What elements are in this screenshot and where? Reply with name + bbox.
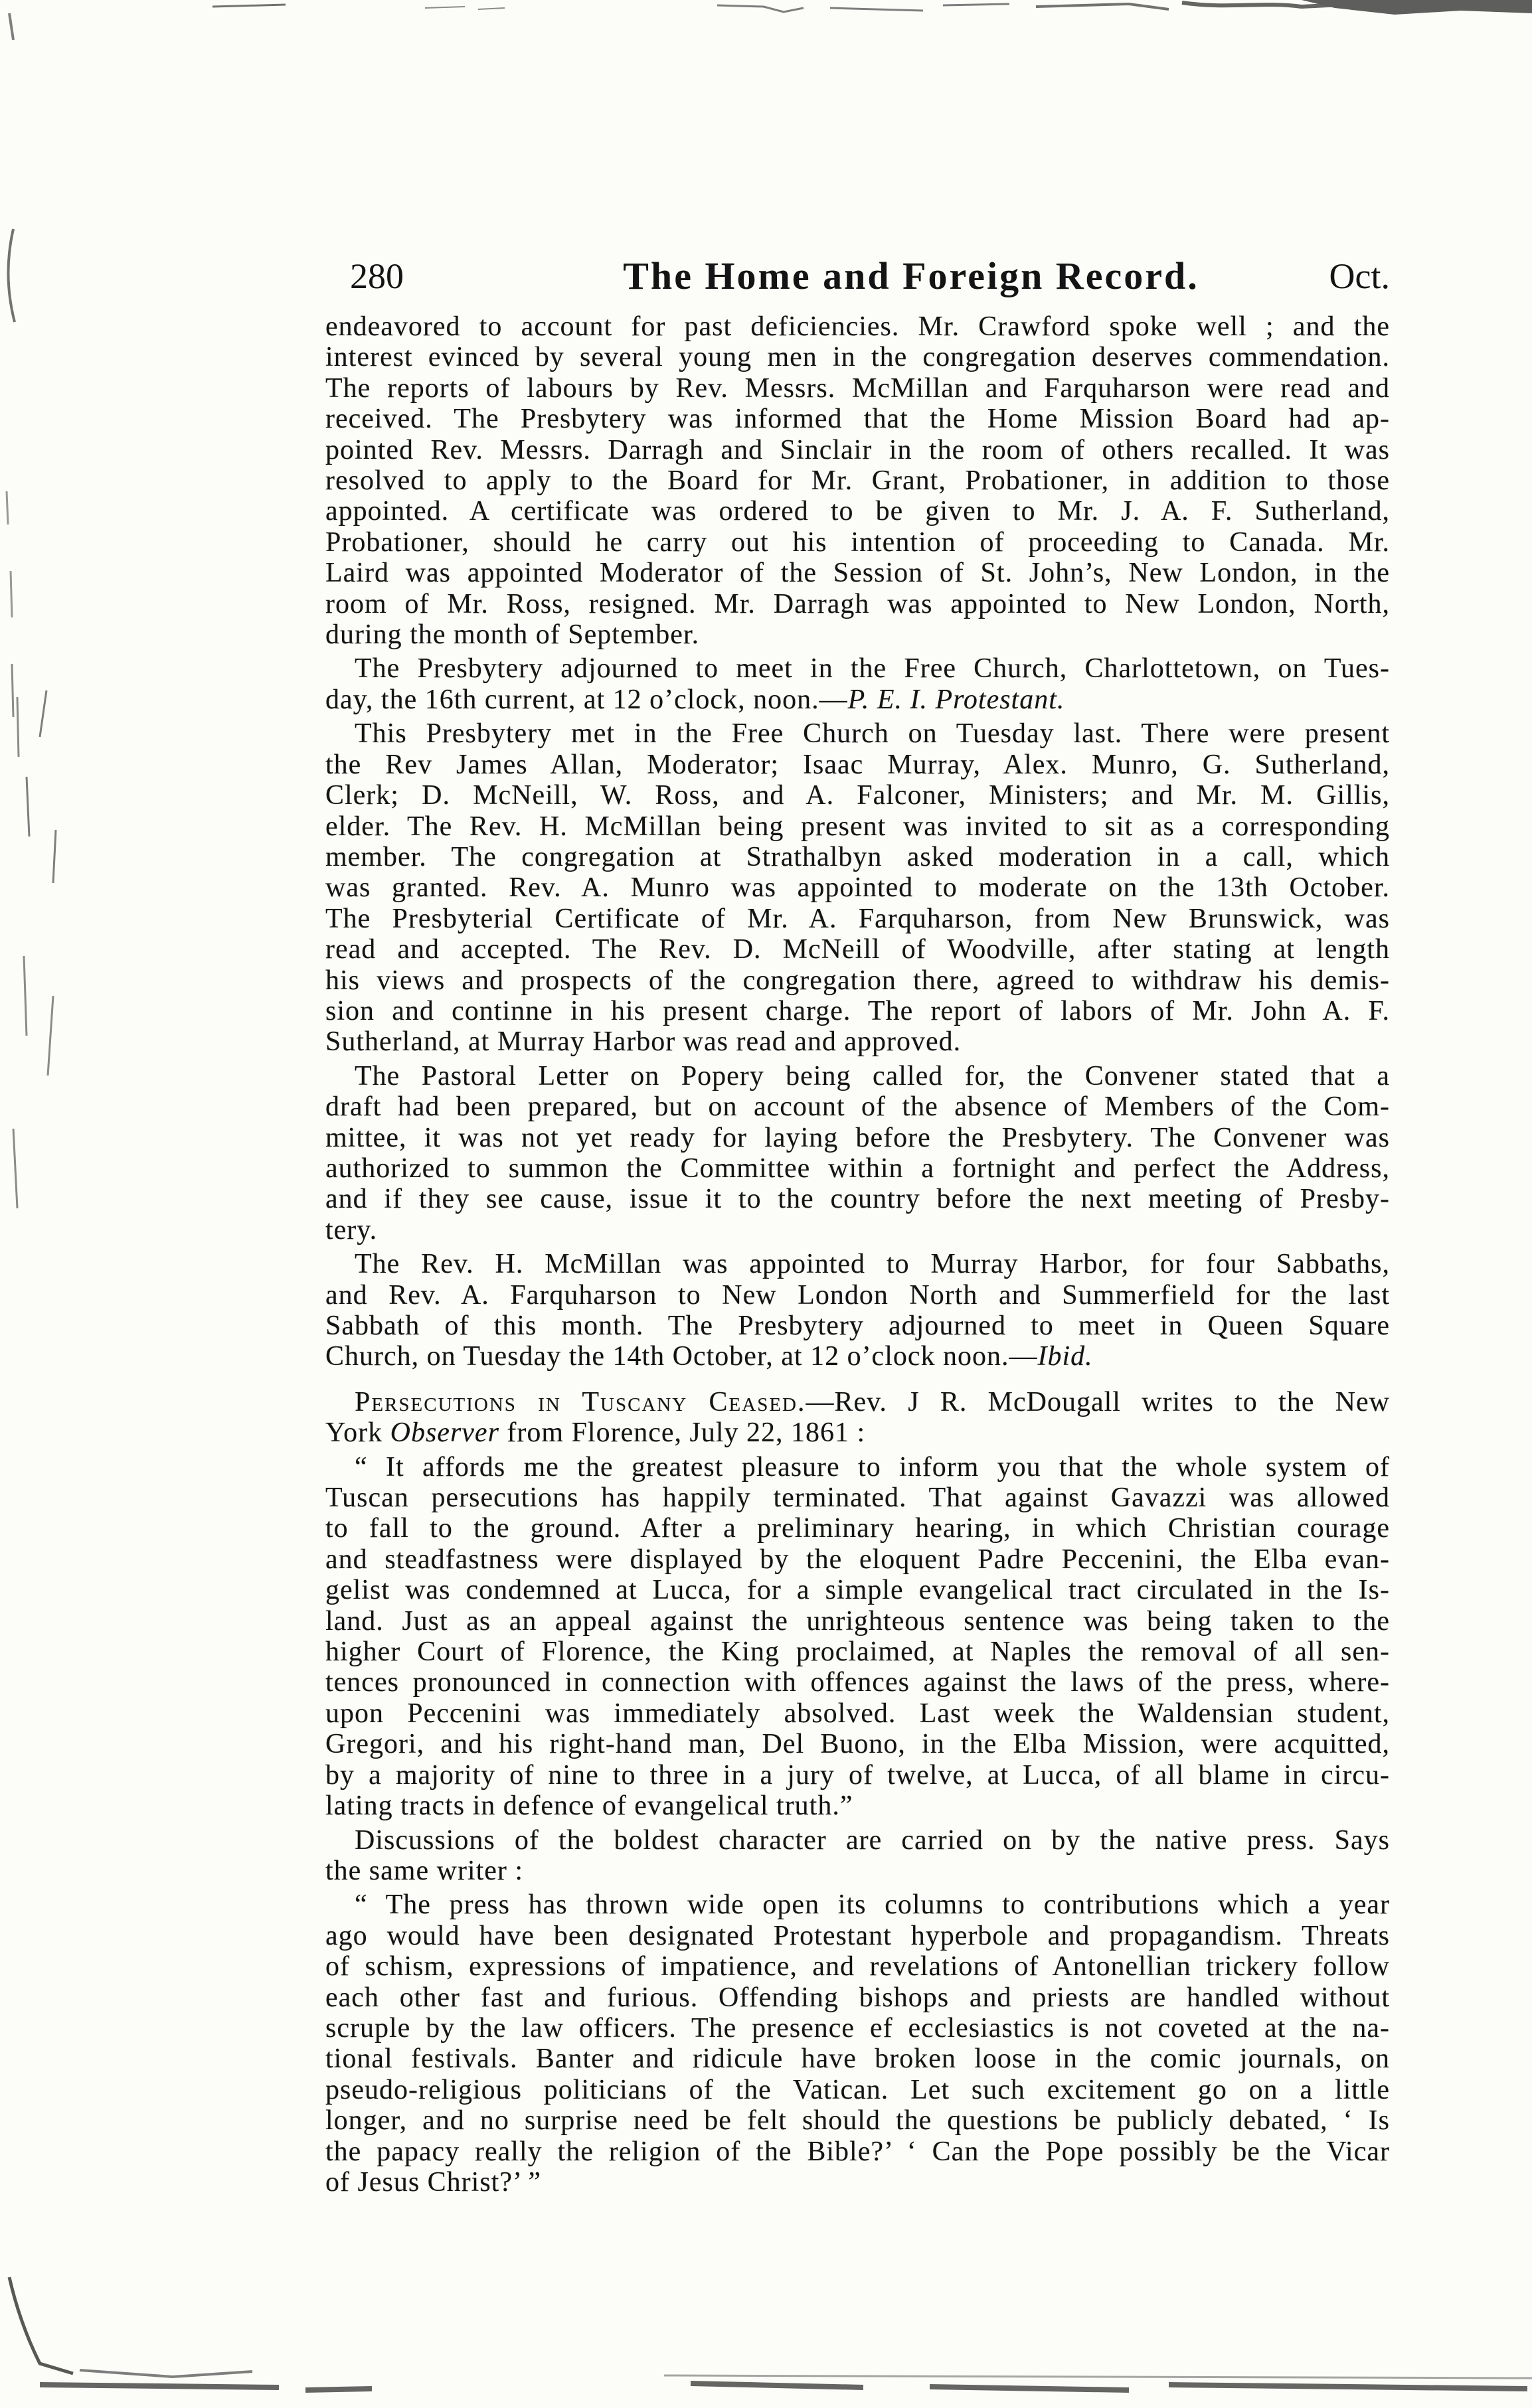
text-line: Probationer, should he carry out his intention of proceeding to Canada. Mr. xyxy=(325,526,1390,558)
text-segment: from Florence, July 22, 1861 : xyxy=(499,1417,866,1449)
text-line: was granted. Rev. A. Munro was appointed to moderate on the 13th October. xyxy=(325,872,1390,904)
text-line: the same writer : xyxy=(325,1855,524,1886)
text-line: Gregori, and his right-hand man, Del Buono, in the Elba Mission, were acquitted, xyxy=(325,1729,1390,1760)
text-line: elder. The Rev. H. McMillan being present was invited to sit as a corresponding xyxy=(325,811,1390,842)
paragraph xyxy=(325,1387,1390,1449)
text-line: his views and prospects of the congregation there, agreed to withdraw his demis- xyxy=(325,965,1390,996)
text-line: and steadfastness were displayed by the eloquent Padre Peccenini, the Elba evan- xyxy=(325,1544,1390,1575)
scan-mark xyxy=(830,4,1009,11)
scan-mark xyxy=(12,664,19,757)
scan-mark xyxy=(213,5,286,7)
page-number: 280 xyxy=(350,256,404,296)
running-title: The Home and Foreign Record. xyxy=(623,254,1199,297)
paragraph xyxy=(325,653,1390,715)
paragraph xyxy=(325,1249,1390,1372)
scan-mark xyxy=(1302,0,1532,15)
article-body xyxy=(325,311,1390,2198)
text-line: Laird was appointed Moderator of the Session of St. John’s, New London, in the xyxy=(325,558,1390,589)
scan-mark xyxy=(1036,4,1169,9)
text-line: authorized to summon the Committee within a fortnight and perfect the Address, xyxy=(325,1153,1390,1184)
text-line: received. The Presbytery was informed that the Home Mission Board had ap- xyxy=(325,404,1390,435)
text-line: mittee, it was not yet ready for laying before the Presbytery. The Convener was xyxy=(325,1122,1390,1153)
issue-month: Oct. xyxy=(1329,256,1390,296)
text-segment: day, the 16th current, at 12 o’clock, noon.— xyxy=(325,684,848,715)
text-line: Sabbath of this month. The Presbytery adjourned to meet in Queen Square xyxy=(325,1311,1390,1341)
text-line: sion and continne in his present charge. The report of labors of Mr. John A. F. xyxy=(325,995,1390,1026)
section-heading: Persecutions in Tuscany Ceased. xyxy=(355,1386,806,1417)
text-line: This Presbytery met in the Free Church on Tuesday last. There were present xyxy=(355,718,1390,750)
text-segment: —Rev. J R. McDougall writes to the New xyxy=(806,1386,1390,1417)
text-line: upon Peccenini was immediately absolved. Last week the Waldensian student, xyxy=(325,1698,1390,1729)
text-line: of schism, expressions of impatience, and revelations of Antonellian trickery follow xyxy=(325,1951,1390,1982)
text-line: “ The press has thrown wide open its columns to contributions which a year xyxy=(355,1889,1390,1921)
paragraph xyxy=(325,1889,1390,2198)
scan-mark xyxy=(13,956,53,1208)
text-line: Discussions of the boldest character are carried on by the native press. Says xyxy=(355,1824,1390,1856)
scan-mark xyxy=(425,7,505,9)
text-line: and Rev. A. Farquharson to New London North and Summerfield for the last xyxy=(325,1279,1390,1311)
text-line: longer, and no surprise need be felt should the questions be publicly debated, ‘ Is xyxy=(325,2105,1390,2136)
scan-mark xyxy=(1182,3,1355,7)
scan-mark xyxy=(40,2383,1527,2390)
text-line: The Pastoral Letter on Popery being called for, the Convener stated that a xyxy=(355,1060,1390,1091)
text-line: The Presbytery adjourned to meet in the Free Church, Charlottetown, on Tues- xyxy=(355,653,1390,684)
text-line: and if they see cause, issue it to the country before the next meeting of Presby- xyxy=(325,1184,1390,1215)
text-line: Tuscan persecutions has happily terminated. That against Gavazzi was allowed xyxy=(325,1483,1390,1514)
text-line: during the month of September. xyxy=(325,619,700,651)
text-line: member. The congregation at Strathalbyn asked moderation in a call, which xyxy=(325,841,1390,872)
text-line xyxy=(325,1417,1390,1448)
text-line: to fall to the ground. After a preliminary hearing, in which Christian courage xyxy=(325,1513,1390,1544)
text-line: by a majority of nine to three in a jury of twelve, at Lucca, of all blame in circu- xyxy=(325,1759,1390,1791)
publication-title: Observer xyxy=(390,1417,499,1449)
paragraph xyxy=(325,311,1390,650)
scan-mark xyxy=(80,2370,252,2377)
text-line: gelist was condemned at Lucca, for a simple evangelical tract circulated in the Is- xyxy=(325,1575,1390,1606)
text-line xyxy=(325,1341,1390,1372)
text-line: the Rev James Allan, Moderator; Isaac Murray, Alex. Munro, G. Sutherland, xyxy=(325,749,1390,780)
text-line: The Presbyterial Certificate of Mr. A. Farquharson, from New Brunswick, was xyxy=(325,903,1390,934)
scan-mark xyxy=(27,690,56,883)
paragraph xyxy=(325,1452,1390,1822)
text-segment: York xyxy=(325,1417,390,1449)
text-line: pseudo-religious politicians of the Vatican. Let such excitement go on a little xyxy=(325,2074,1390,2105)
text-line: of Jesus Christ?’ ” xyxy=(325,2166,541,2198)
page-header xyxy=(325,256,1390,296)
text-line: “ It affords me the greatest pleasure to inform you that the whole system of xyxy=(355,1451,1390,1483)
text-line: tery. xyxy=(325,1214,378,1245)
text-line: land. Just as an appeal against the unrighteous sentence was being taken to the xyxy=(325,1605,1390,1637)
text-line: The reports of labours by Rev. Messrs. McMillan and Farquharson were read and xyxy=(325,372,1390,404)
text-line: resolved to apply to the Board for Mr. Grant, Probationer, in addition to those xyxy=(325,465,1390,497)
source-citation: P. E. I. Protestant. xyxy=(847,684,1065,715)
text-line xyxy=(325,1387,1390,1417)
scan-mark xyxy=(8,229,15,322)
text-line: the papacy really the religion of the Bible?’ ‘ Can the Pope possibly be the Vicar xyxy=(325,2136,1390,2167)
text-line: interest evinced by several young men in the congregation deserves commendation. xyxy=(325,342,1390,373)
scan-mark xyxy=(664,2375,1532,2378)
text-line: The Rev. H. McMillan was appointed to Murray Harbor, for four Sabbaths, xyxy=(355,1249,1390,1280)
text-line: tences pronounced in connection with offences against the laws of the press, where- xyxy=(325,1667,1390,1698)
text-line: scruple by the law officers. The presence ef ecclesiastics is not coveted at the na- xyxy=(325,2012,1390,2044)
text-line: higher Court of Florence, the King proclaimed, at Naples the removal of all sen- xyxy=(325,1637,1390,1668)
paragraph xyxy=(325,1825,1390,1887)
text-line: tional festivals. Banter and ridicule have broken loose in the comic journals, on xyxy=(325,2044,1390,2075)
text-line: Clerk; D. McNeill, W. Ross, and A. Falconer, Ministers; and Mr. M. Gillis, xyxy=(325,780,1390,811)
text-line: read and accepted. The Rev. D. McNeill of Woodville, after stating at length xyxy=(325,934,1390,965)
text-line: Sutherland, at Murray Harbor was read and approved. xyxy=(325,1026,962,1058)
text-line: each other fast and furious. Offending bishops and priests are handled without xyxy=(325,1982,1390,2013)
text-line: ago would have been designated Protestant hyperbole and propagandism. Threats xyxy=(325,1920,1390,1951)
text-line: lating tracts in defence of evangelical truth.” xyxy=(325,1791,853,1822)
text-line: endeavored to account for past deficiencies. Mr. Crawford spoke well ; and the xyxy=(325,311,1390,342)
text-line: room of Mr. Ross, resigned. Mr. Darragh was appointed to New London, North, xyxy=(325,588,1390,619)
text-line xyxy=(325,684,1390,715)
scan-mark xyxy=(9,13,13,40)
scan-mark xyxy=(717,5,804,12)
text-segment: Church, on Tuesday the 14th October, at 12 o’clock noon.— xyxy=(325,1341,1038,1372)
text-line: appointed. A certificate was ordered to be given to Mr. J. A. F. Sutherland, xyxy=(325,496,1390,527)
paragraph xyxy=(325,718,1390,1057)
scan-mark xyxy=(7,491,12,617)
source-citation: Ibid. xyxy=(1037,1341,1093,1372)
scan-mark xyxy=(9,2277,73,2373)
text-line: draft had been prepared, but on account of the absence of Members of the Com- xyxy=(325,1091,1390,1123)
paragraph xyxy=(325,1061,1390,1245)
text-line: pointed Rev. Messrs. Darragh and Sinclair in the room of others recalled. It was xyxy=(325,434,1390,465)
